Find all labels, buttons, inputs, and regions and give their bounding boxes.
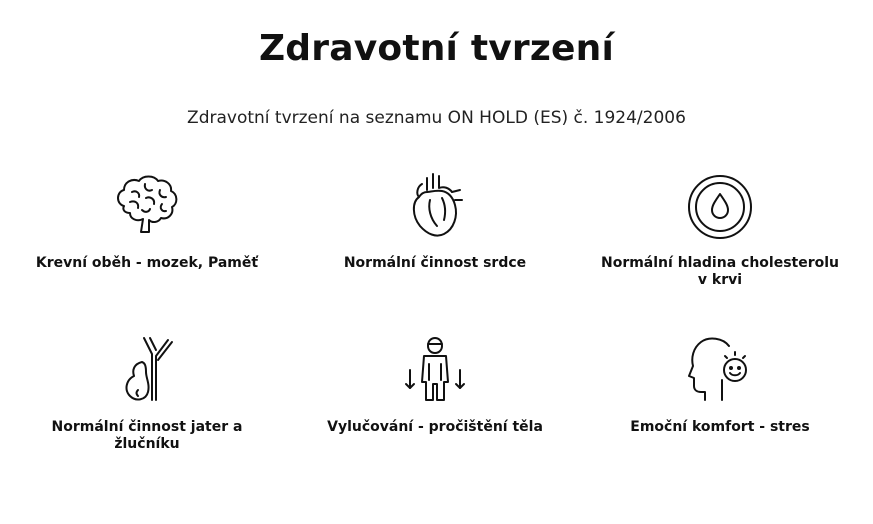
page-subtitle: Zdravotní tvrzení na seznamu ON HOLD (ES) č. 1924/2006: [187, 108, 686, 128]
claim-brain: [27, 170, 267, 272]
claim-label: Normální činnost srdce: [343, 255, 527, 271]
claim-liver: [27, 334, 267, 453]
claim-label: Normální činnost jater a žlučníku: [51, 419, 243, 452]
calm-head-icon: [685, 334, 755, 404]
liver-gallbladder-icon: [112, 334, 182, 404]
heart-icon: [400, 170, 470, 240]
blood-drop-icon: [685, 170, 755, 240]
claim-heart: [315, 170, 555, 272]
claim-detox: [315, 334, 555, 436]
body-detox-icon: [400, 334, 470, 404]
claim-label: Krevní oběh - mozek, Paměť: [35, 255, 259, 271]
claim-cholesterol: [600, 170, 840, 289]
brain-icon: [112, 170, 182, 240]
claim-label: Normální hladina cholesterolu v krvi: [600, 255, 840, 288]
page-title: Zdravotní tvrzení: [259, 28, 614, 69]
claim-label: Emoční komfort - stres: [630, 419, 810, 435]
claim-label: Vylučování - pročištění těla: [327, 419, 543, 435]
claim-stress: [600, 334, 840, 436]
